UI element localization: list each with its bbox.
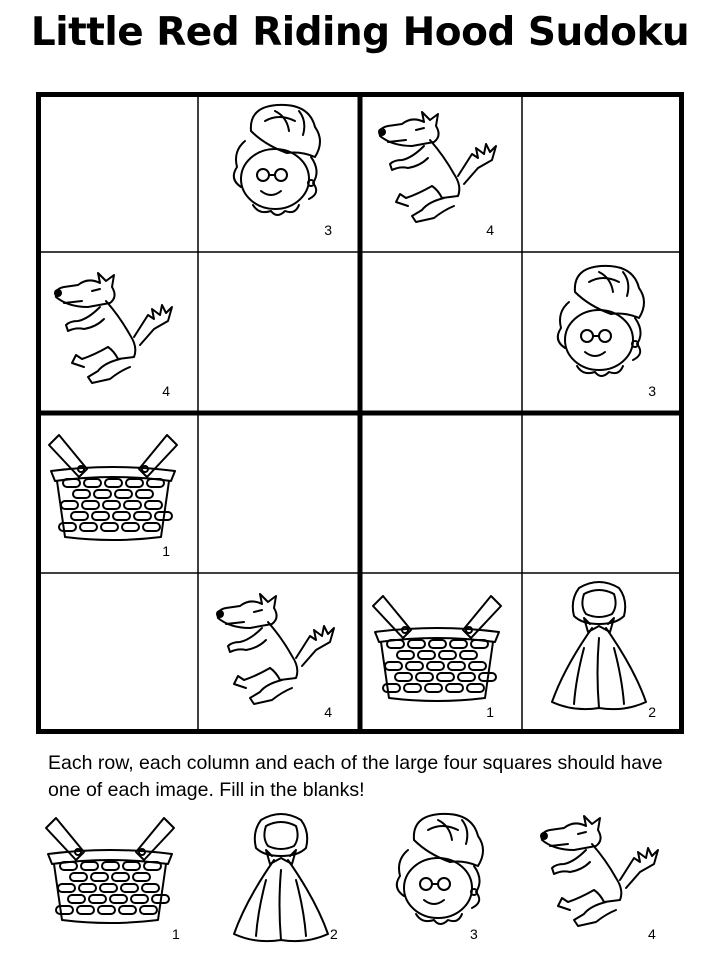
legend-item-red-riding-hood (226, 806, 376, 946)
sudoku-grid (36, 92, 684, 734)
empty-cell-r4-c1[interactable] (36, 573, 198, 734)
cell-r4-c2 (198, 573, 360, 734)
image-number: 1 (162, 543, 170, 559)
grandma-icon (378, 810, 498, 945)
image-number: 3 (324, 222, 332, 238)
legend-item-grandma (378, 806, 528, 946)
cell-r1-c2 (198, 92, 360, 252)
cell-r2-c1 (36, 252, 198, 413)
cell-r1-c3 (360, 92, 522, 252)
instructions: Each row, each column and each of the large four squares should have one of each image. Fill in the blanks! (48, 752, 663, 801)
legend-number: 2 (330, 926, 338, 942)
empty-cell-r1-c4[interactable] (522, 92, 684, 252)
legend-number: 3 (470, 926, 478, 942)
red-riding-hood-icon (226, 810, 336, 955)
legend-item-wolf (534, 806, 684, 946)
cell-r4-c4 (522, 573, 684, 734)
legend-item-basket (40, 806, 190, 946)
image-number: 4 (162, 383, 170, 399)
page-title: Little Red Riding Hood Sudoku (30, 10, 690, 55)
cell-r4-c3 (360, 573, 522, 734)
cell-r3-c1 (36, 413, 198, 573)
empty-cell-r3-c3[interactable] (360, 413, 522, 573)
empty-cell-r3-c4[interactable] (522, 413, 684, 573)
empty-cell-r2-c3[interactable] (360, 252, 522, 413)
image-number: 4 (324, 704, 332, 720)
legend-number: 4 (648, 926, 656, 942)
image-number: 3 (648, 383, 656, 399)
empty-cell-r1-c1[interactable] (36, 92, 198, 252)
wolf-icon (534, 810, 664, 935)
image-number: 1 (486, 704, 494, 720)
empty-cell-r3-c2[interactable] (198, 413, 360, 573)
image-number: 4 (486, 222, 494, 238)
cell-r2-c4 (522, 252, 684, 413)
legend-number: 1 (172, 926, 180, 942)
empty-cell-r2-c2[interactable] (198, 252, 360, 413)
basket-icon (40, 810, 180, 935)
image-number: 2 (648, 704, 656, 720)
